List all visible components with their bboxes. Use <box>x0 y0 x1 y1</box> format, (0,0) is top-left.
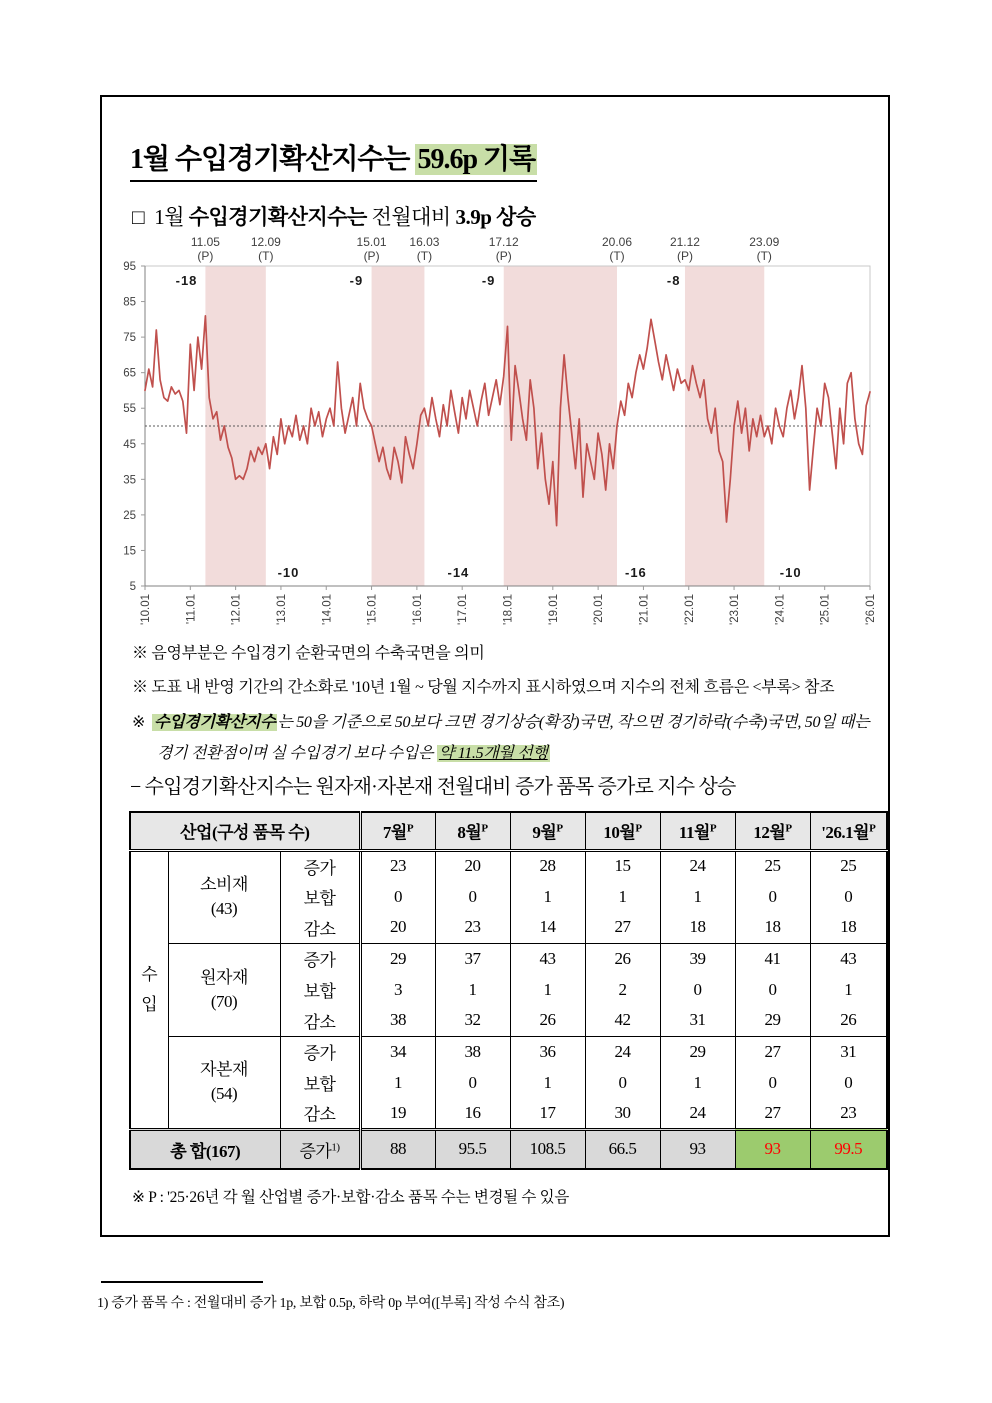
document-frame <box>100 95 890 1237</box>
note-definition-body: 는 50을 기준으로 50보다 크면 경기상승(확장)국면, 작으면 경기하락(수축)국면, 50일 때는 경기 전환점이며 실 수입경기 보다 수입은 <box>157 714 870 762</box>
title-highlight: 59.6p 기록 <box>417 144 536 175</box>
y-tick-label: 25 <box>123 509 136 522</box>
direction-label: 보합 <box>280 974 360 1005</box>
value-cell: 23 <box>810 1098 887 1129</box>
top-annotation: -18 <box>175 273 198 288</box>
value-cell: 30 <box>585 1098 660 1129</box>
value-cell: 14 <box>510 912 585 943</box>
value-cell: 18 <box>735 912 810 943</box>
cycle-date-label: 21.12 <box>669 235 700 249</box>
y-tick-label: 35 <box>123 474 136 487</box>
provisional-note: ※ P : '25·26년 각 월 산업별 증가·보합·감소 품목 수는 변경될 수 있음 <box>132 1189 570 1206</box>
value-cell: 25 <box>810 850 887 881</box>
value-cell: 1 <box>660 881 735 912</box>
subtitle-pre: 1월 <box>154 205 184 229</box>
table-body <box>130 850 887 1169</box>
value-cell: 3 <box>360 974 435 1005</box>
direction-label: 증가 <box>280 943 360 974</box>
header-month: 11월$^P$ <box>660 812 735 850</box>
value-cell: 24 <box>660 850 735 881</box>
x-tick-label: '12.01 <box>230 594 243 625</box>
x-tick-label: '19.01 <box>547 594 560 625</box>
value-cell: 36 <box>510 1036 585 1067</box>
cycle-date-label: 11.05 <box>190 235 220 249</box>
header-month: 9월$^P$ <box>510 812 585 850</box>
total-value-cell: 93 <box>660 1129 735 1169</box>
value-cell: 37 <box>435 943 510 974</box>
value-cell: 15 <box>585 850 660 881</box>
value-cell: 25 <box>735 850 810 881</box>
y-tick-label: 5 <box>129 581 136 593</box>
x-tick-label: '11.01 <box>185 594 198 625</box>
value-cell: 24 <box>585 1036 660 1067</box>
total-value-cell: 66.5 <box>585 1129 660 1169</box>
cycle-date-label: 23.09 <box>749 235 780 249</box>
value-cell: 32 <box>435 1005 510 1036</box>
cycle-date-label: 17.12 <box>488 235 519 249</box>
subtitle <box>132 201 536 231</box>
page-title <box>130 137 537 182</box>
table-head <box>130 812 887 850</box>
chart-notes <box>132 637 876 769</box>
note-term-highlight: 수입경기확산지수 <box>154 714 276 731</box>
subtitle-mid: 전월대비 <box>371 205 451 229</box>
value-cell: 1 <box>435 974 510 1005</box>
header-month: 8월$^P$ <box>435 812 510 850</box>
y-tick-label: 85 <box>123 296 136 309</box>
value-cell: 29 <box>735 1005 810 1036</box>
category-cell: 자본재 (54) <box>168 1036 280 1129</box>
header-month: 7월$^P$ <box>360 812 435 850</box>
cycle-date-label: 20.06 <box>601 235 633 249</box>
value-cell: 42 <box>585 1005 660 1036</box>
value-cell: 0 <box>660 974 735 1005</box>
value-cell: 26 <box>810 1005 887 1036</box>
x-tick-label: '17.01 <box>457 594 470 625</box>
total-row <box>130 1129 887 1169</box>
value-cell: 23 <box>360 850 435 881</box>
x-tick-label: '24.01 <box>774 594 787 625</box>
y-tick-label: 55 <box>123 403 136 416</box>
value-cell: 43 <box>810 943 887 974</box>
cycle-pt-label: (P) <box>363 249 380 263</box>
cycle-date-label: 16.03 <box>409 235 440 249</box>
header-month: 12월$^P$ <box>735 812 810 850</box>
value-cell: 1 <box>510 881 585 912</box>
cycle-pt-label: (T) <box>609 249 625 263</box>
value-cell: 0 <box>435 881 510 912</box>
cycle-pt-label: (P) <box>495 249 512 263</box>
value-cell: 18 <box>660 912 735 943</box>
table-header-row <box>130 812 887 850</box>
value-cell: 31 <box>810 1036 887 1067</box>
note-shading: ※ 음영부분은 수입경기 순환국면의 수축국면을 의미 <box>132 645 485 662</box>
y-tick-label: 95 <box>123 261 136 273</box>
x-tick-label: '20.01 <box>593 594 606 625</box>
value-cell: 2 <box>585 974 660 1005</box>
value-cell: 38 <box>435 1036 510 1067</box>
value-cell: 1 <box>510 1067 585 1098</box>
value-cell: 20 <box>360 912 435 943</box>
value-cell: 17 <box>510 1098 585 1129</box>
direction-label: 증가 <box>280 1036 360 1067</box>
value-cell: 19 <box>360 1098 435 1129</box>
value-cell: 27 <box>585 912 660 943</box>
total-label: 총 합(167) <box>130 1129 280 1169</box>
diffusion-index-chart <box>102 233 892 633</box>
y-tick-label: 75 <box>123 332 136 345</box>
total-value-cell: 95.5 <box>435 1129 510 1169</box>
value-cell: 23 <box>435 912 510 943</box>
note-period: ※ 도표 내 반영 기간의 간소화로 '10년 1월 ~ 당월 지수까지 표시하였으며 지수의 전체 흐름은 <부록> 참조 <box>132 679 835 696</box>
cycle-pt-label: (T) <box>258 249 274 263</box>
top-annotation: -9 <box>481 273 496 288</box>
value-cell: 1 <box>810 974 887 1005</box>
header-month: '26.1월$^P$ <box>810 812 887 850</box>
note-marker: ※ <box>132 714 146 731</box>
direction-label: 증가 <box>280 850 360 881</box>
value-cell: 38 <box>360 1005 435 1036</box>
direction-label: 보합 <box>280 1067 360 1098</box>
total-value-cell: 108.5 <box>510 1129 585 1169</box>
x-tick-label: '10.01 <box>140 594 152 625</box>
value-cell: 31 <box>660 1005 735 1036</box>
value-cell: 29 <box>660 1036 735 1067</box>
note-lead-highlight: 약 11.5개월 선행 <box>438 745 548 762</box>
subtitle-emph-index: 수입경기확산지수는 <box>188 205 367 229</box>
x-tick-label: '16.01 <box>411 594 424 625</box>
x-tick-label: '15.01 <box>366 594 379 625</box>
value-cell: 0 <box>360 881 435 912</box>
x-tick-label: '14.01 <box>321 594 334 625</box>
total-value-cell: 93 <box>735 1129 810 1169</box>
y-tick-label: 15 <box>123 545 136 558</box>
cycle-pt-label: (P) <box>197 249 214 263</box>
category-cell: 원자재 (70) <box>168 943 280 1036</box>
subtitle-emph-change: 3.9p 상승 <box>455 205 536 229</box>
y-tick-label: 45 <box>123 438 136 451</box>
value-cell: 1 <box>585 881 660 912</box>
value-cell: 0 <box>735 881 810 912</box>
value-cell: 28 <box>510 850 585 881</box>
value-cell: 1 <box>510 974 585 1005</box>
value-cell: 26 <box>510 1005 585 1036</box>
direction-label: 보합 <box>280 881 360 912</box>
x-tick-label: '18.01 <box>502 594 515 625</box>
note-definition <box>132 707 876 769</box>
cycle-date-label: 15.01 <box>356 235 387 249</box>
direction-label: 감소 <box>280 912 360 943</box>
category-cell: 소비재 (43) <box>168 850 280 943</box>
total-value-cell: 99.5 <box>810 1129 887 1169</box>
value-cell: 18 <box>810 912 887 943</box>
square-bullet-icon: □ <box>132 205 145 229</box>
table-row <box>130 943 887 974</box>
x-tick-label: '21.01 <box>638 594 651 625</box>
header-industry: 산업(구성 품목 수) <box>130 812 360 850</box>
bottom-annotation: -14 <box>447 565 470 580</box>
total-direction-label: 증가$^{1)}$ <box>280 1129 360 1169</box>
top-annotation: -8 <box>666 273 681 288</box>
table-row <box>130 850 887 881</box>
footnote-text: 1) 증가 품목 수 : 전월대비 증가 1p, 보합 0.5p, 하락 0p 부여([부록] 작성 수식 참조) <box>97 1296 565 1311</box>
direction-label: 감소 <box>280 1098 360 1129</box>
value-cell: 41 <box>735 943 810 974</box>
summary-line: − 수입경기확산지수는 원자재·자본재 전월대비 증가 품목 증가로 지수 상승 <box>130 776 736 798</box>
cycle-date-label: 12.09 <box>250 235 281 249</box>
value-cell: 16 <box>435 1098 510 1129</box>
value-cell: 0 <box>735 1067 810 1098</box>
x-tick-label: '13.01 <box>275 594 288 625</box>
value-cell: 0 <box>435 1067 510 1098</box>
bottom-annotation: -16 <box>624 565 647 580</box>
value-cell: 1 <box>360 1067 435 1098</box>
data-table <box>129 811 888 1170</box>
value-cell: 0 <box>735 974 810 1005</box>
header-month: 10월$^P$ <box>585 812 660 850</box>
y-tick-label: 65 <box>123 367 136 380</box>
table-wrap <box>129 811 888 1170</box>
value-cell: 26 <box>585 943 660 974</box>
row-group-import: 수 입 <box>130 850 168 1129</box>
chart-svg <box>102 233 892 633</box>
footnote-area <box>97 1281 564 1312</box>
x-tick-label: '26.01 <box>865 594 877 625</box>
footnote-rule <box>101 1281 263 1283</box>
value-cell: 0 <box>810 881 887 912</box>
value-cell: 39 <box>660 943 735 974</box>
bottom-annotation: -10 <box>779 565 802 580</box>
value-cell: 27 <box>735 1036 810 1067</box>
x-tick-label: '25.01 <box>819 594 832 625</box>
cycle-pt-label: (T) <box>756 249 772 263</box>
value-cell: 29 <box>360 943 435 974</box>
value-cell: 43 <box>510 943 585 974</box>
x-tick-label: '23.01 <box>729 594 742 625</box>
value-cell: 24 <box>660 1098 735 1129</box>
bottom-annotation: -10 <box>277 565 300 580</box>
value-cell: 0 <box>585 1067 660 1098</box>
cycle-pt-label: (P) <box>676 249 693 263</box>
value-cell: 1 <box>660 1067 735 1098</box>
value-cell: 27 <box>735 1098 810 1129</box>
value-cell: 20 <box>435 850 510 881</box>
title-text: 1월 수입경기확산지수는 <box>130 144 416 175</box>
top-annotation: -9 <box>349 273 364 288</box>
title-underline <box>130 137 537 182</box>
total-value-cell: 88 <box>360 1129 435 1169</box>
value-cell: 34 <box>360 1036 435 1067</box>
table-row <box>130 1036 887 1067</box>
cycle-pt-label: (T) <box>416 249 433 263</box>
direction-label: 감소 <box>280 1005 360 1036</box>
value-cell: 0 <box>810 1067 887 1098</box>
x-tick-label: '22.01 <box>683 594 696 625</box>
